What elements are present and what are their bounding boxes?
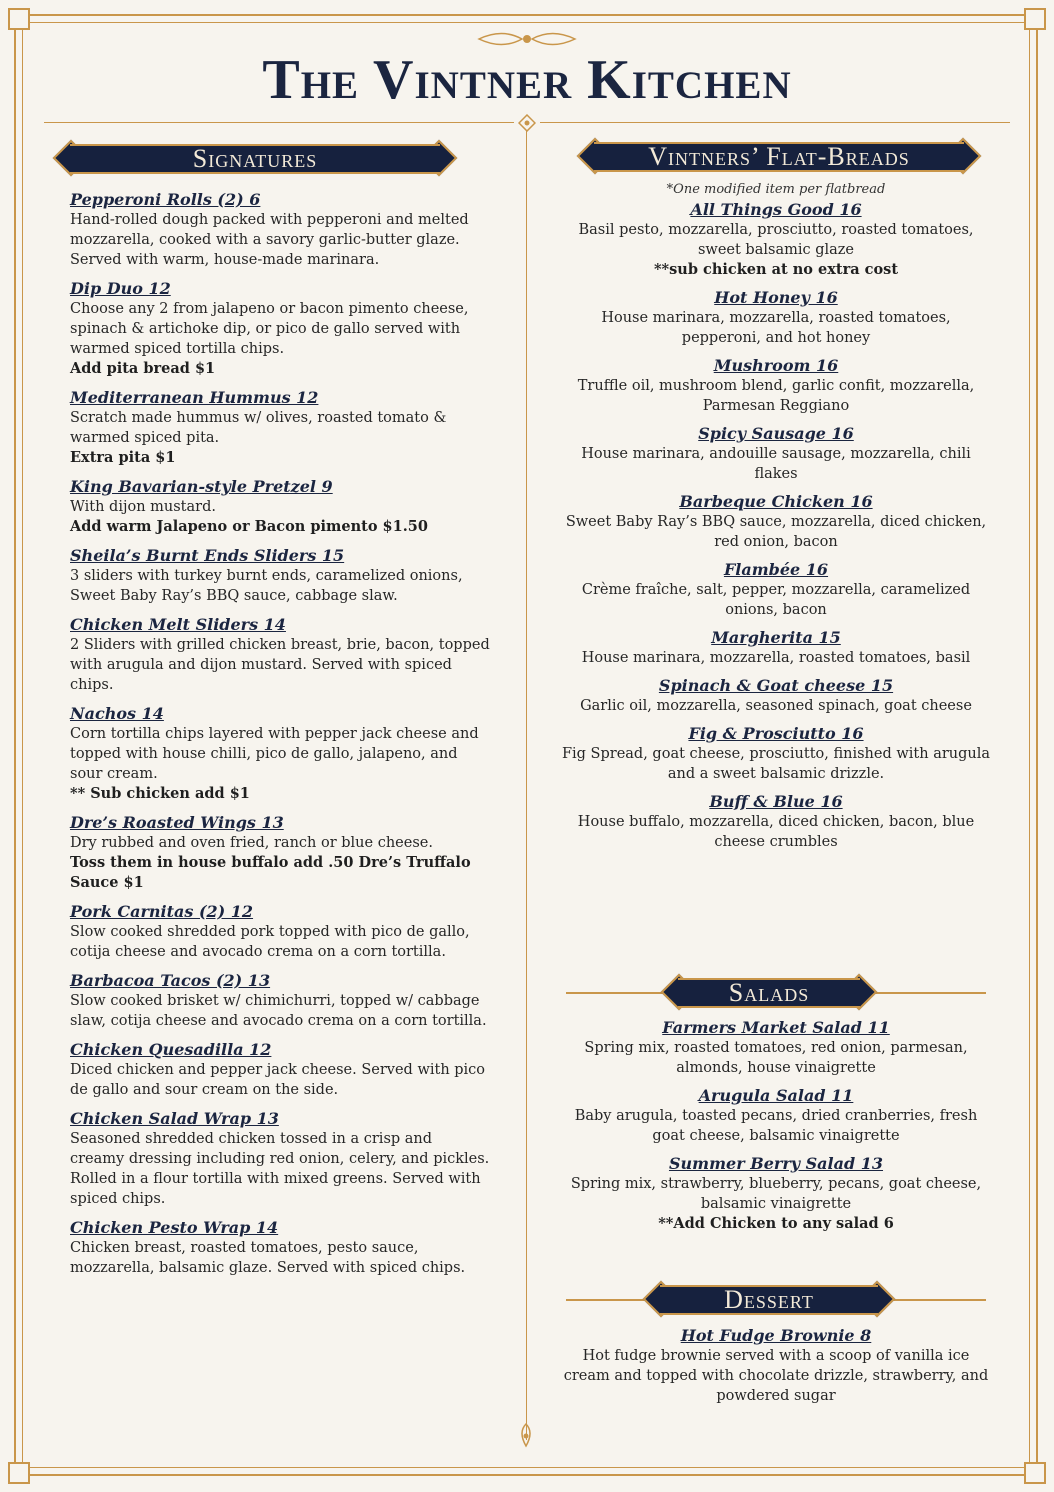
- menu-item: [70, 388, 490, 468]
- signatures-list: [70, 190, 490, 1287]
- menu-item: [560, 424, 992, 484]
- menu-item: [560, 724, 992, 784]
- divider: [44, 122, 514, 123]
- menu-item: [70, 615, 490, 695]
- item-description: Sweet Baby Ray’s BBQ sauce, mozzarella, diced chicken, red onion, bacon: [565, 514, 987, 550]
- item-name: Dre’s Roasted Wings 13: [70, 813, 284, 832]
- diamond-ornament: [518, 114, 536, 132]
- item-addon: Add pita bread $1: [70, 360, 216, 377]
- menu-item: [70, 477, 490, 537]
- item-description: Hot fudge brownie served with a scoop of vanilla ice cream and topped with chocolate drizzle, strawberry, and powdered sugar: [563, 1348, 989, 1404]
- menu-item: [70, 190, 490, 270]
- corner-ornament: [1024, 8, 1046, 30]
- item-addon: **Add Chicken to any salad 6: [658, 1215, 894, 1232]
- corner-ornament: [8, 1462, 30, 1484]
- signatures-banner: [54, 142, 456, 176]
- item-addon: Toss them in house buffalo add .50 Dre’s Truffalo Sauce $1: [70, 854, 471, 891]
- item-addon: ** Sub chicken add $1: [70, 785, 250, 802]
- restaurant-title: The Vintner Kitchen: [262, 49, 792, 111]
- menu-item: [70, 546, 490, 606]
- item-name: Chicken Quesadilla 12: [70, 1040, 272, 1059]
- item-name: Spinach & Goat cheese 15: [658, 676, 894, 695]
- item-name: Chicken Salad Wrap 13: [70, 1109, 279, 1128]
- menu-item: [560, 676, 992, 716]
- item-name: Mediterranean Hummus 12: [70, 388, 319, 407]
- menu-item: [70, 902, 490, 962]
- banner-rule: [566, 1299, 652, 1301]
- item-description: Spring mix, strawberry, blueberry, pecans, goat cheese, balsamic vinaigrette: [570, 1176, 982, 1212]
- flourish-ornament: [477, 28, 577, 50]
- item-name: Flambée 16: [723, 560, 829, 579]
- item-description: 3 sliders with turkey burnt ends, caramelized onions, Sweet Baby Ray’s BBQ sauce, cabbage slaw.: [70, 568, 463, 604]
- item-name: Hot Fudge Brownie 8: [680, 1326, 872, 1345]
- item-name: Spicy Sausage 16: [698, 424, 854, 443]
- item-description: Crème fraîche, salt, pepper, mozzarella, caramelized onions, bacon: [581, 582, 971, 618]
- banner-rule: [566, 992, 670, 994]
- corner-ornament: [1024, 1462, 1046, 1484]
- item-addon: **sub chicken at no extra cost: [653, 261, 899, 278]
- item-name: Farmers Market Salad 11: [662, 1018, 890, 1037]
- section-heading: Vintners’ Flat-Breads: [648, 142, 910, 171]
- item-name: Dip Duo 12: [70, 279, 171, 298]
- corner-ornament: [8, 8, 30, 30]
- item-name: Barbeque Chicken 16: [679, 492, 873, 511]
- item-name: Hot Honey 16: [714, 288, 838, 307]
- item-description: Spring mix, roasted tomatoes, red onion, parmesan, almonds, house vinaigrette: [584, 1040, 968, 1076]
- item-description: House marinara, mozzarella, roasted tomatoes, basil: [581, 650, 971, 666]
- menu-item: [560, 356, 992, 416]
- item-description: Fig Spread, goat cheese, prosciutto, finished with arugula and a sweet balsamic drizzle.: [561, 746, 991, 782]
- item-name: Sheila’s Burnt Ends Sliders 15: [70, 546, 345, 565]
- item-addon: Add warm Jalapeno or Bacon pimento $1.50: [70, 518, 428, 535]
- menu-item: [70, 971, 490, 1031]
- flatbreads-banner: [578, 140, 980, 174]
- menu-item: [560, 200, 992, 280]
- menu-item: [560, 1018, 992, 1078]
- item-addon: Extra pita $1: [70, 449, 176, 466]
- item-description: With dijon mustard.: [70, 499, 216, 515]
- item-name: Pepperoni Rolls (2) 6: [70, 190, 261, 209]
- divider: [540, 122, 1010, 123]
- banner-rule: [868, 992, 986, 994]
- menu-item: [560, 1154, 992, 1234]
- item-description: Hand-rolled dough packed with pepperoni and melted mozzarella, cooked with a savory garlic-butter glaze. Served with warm, house-made marinara.: [70, 212, 469, 268]
- item-name: Summer Berry Salad 13: [668, 1154, 884, 1173]
- flatbread-note: *One modified item per flatbread: [666, 182, 886, 197]
- section-heading: Signatures: [192, 144, 318, 173]
- section-heading: Salads: [728, 978, 810, 1007]
- item-name: Buff & Blue 16: [709, 792, 843, 811]
- item-description: 2 Sliders with grilled chicken breast, brie, bacon, topped with arugula and dijon mustard. Served with spiced chips.: [70, 637, 490, 693]
- menu-item: [70, 1109, 490, 1209]
- menu-item: [560, 792, 992, 852]
- item-name: Chicken Pesto Wrap 14: [70, 1218, 279, 1237]
- menu-item: [560, 288, 992, 348]
- item-description: Baby arugula, toasted pecans, dried cranberries, fresh goat cheese, balsamic vinaigrette: [574, 1108, 978, 1144]
- column-divider: [526, 130, 527, 1440]
- item-name: Margherita 15: [711, 628, 841, 647]
- item-description: Scratch made hummus w/ olives, roasted tomato & warmed spiced pita.: [70, 410, 447, 446]
- salads-banner: [662, 976, 876, 1010]
- dessert-list: [560, 1326, 992, 1414]
- item-description: Slow cooked shredded pork topped with pico de gallo, cotija cheese and avocado crema on a corn tortilla.: [70, 924, 470, 960]
- item-description: House marinara, andouille sausage, mozzarella, chili flakes: [581, 446, 971, 482]
- item-description: Choose any 2 from jalapeno or bacon pimento cheese, spinach & artichoke dip, or pico de gallo served with warmed spiced tortilla chips.: [70, 301, 469, 357]
- item-description: House marinara, mozzarella, roasted tomatoes, pepperoni, and hot honey: [601, 310, 951, 346]
- item-name: Pork Carnitas (2) 12: [70, 902, 254, 921]
- fleur-ornament: [514, 1422, 538, 1448]
- salads-list: [560, 1018, 992, 1242]
- menu-item: [70, 279, 490, 379]
- flatbreads-list: [560, 180, 992, 860]
- item-description: Garlic oil, mozzarella, seasoned spinach, goat cheese: [580, 698, 972, 714]
- item-name: Chicken Melt Sliders 14: [70, 615, 286, 634]
- item-name: Nachos 14: [70, 704, 164, 723]
- item-description: Diced chicken and pepper jack cheese. Served with pico de gallo and sour cream on the side.: [70, 1062, 486, 1098]
- menu-item: [560, 1326, 992, 1406]
- item-description: Corn tortilla chips layered with pepper jack cheese and topped with house chilli, pico de gallo, jalapeno, and sour cream.: [70, 726, 479, 782]
- item-description: Dry rubbed and oven fried, ranch or blue cheese.: [70, 835, 433, 851]
- menu-item: [70, 1040, 490, 1100]
- item-name: Arugula Salad 11: [698, 1086, 854, 1105]
- menu-item: [70, 704, 490, 804]
- item-description: House buffalo, mozzarella, diced chicken, bacon, blue cheese crumbles: [577, 814, 975, 850]
- menu-item: [560, 560, 992, 620]
- menu-item: [560, 628, 992, 668]
- banner-rule: [886, 1299, 986, 1301]
- item-name: Fig & Prosciutto 16: [688, 724, 864, 743]
- dessert-banner: [644, 1283, 894, 1317]
- item-description: Seasoned shredded chicken tossed in a crisp and creamy dressing including red onion, celery, and pickles. Rolled in a flour tortilla with mixed greens. Served with spiced chips.: [70, 1131, 490, 1207]
- item-name: Mushroom 16: [713, 356, 839, 375]
- item-name: All Things Good 16: [690, 200, 862, 219]
- menu-item: [70, 1218, 490, 1278]
- item-description: Basil pesto, mozzarella, prosciutto, roasted tomatoes, sweet balsamic glaze: [578, 222, 974, 258]
- item-name: Barbacoa Tacos (2) 13: [70, 971, 271, 990]
- item-name: King Bavarian-style Pretzel 9: [70, 477, 333, 496]
- item-description: Slow cooked brisket w/ chimichurri, topped w/ cabbage slaw, cotija cheese and avocado crema on a corn tortilla.: [70, 993, 487, 1029]
- menu-item: [70, 813, 490, 893]
- item-description: Chicken breast, roasted tomatoes, pesto sauce, mozzarella, balsamic glaze. Served with spiced chips.: [70, 1240, 466, 1276]
- section-heading: Dessert: [724, 1285, 814, 1314]
- item-description: Truffle oil, mushroom blend, garlic confit, mozzarella, Parmesan Reggiano: [577, 378, 975, 414]
- menu-item: [560, 1086, 992, 1146]
- menu-item: [560, 492, 992, 552]
